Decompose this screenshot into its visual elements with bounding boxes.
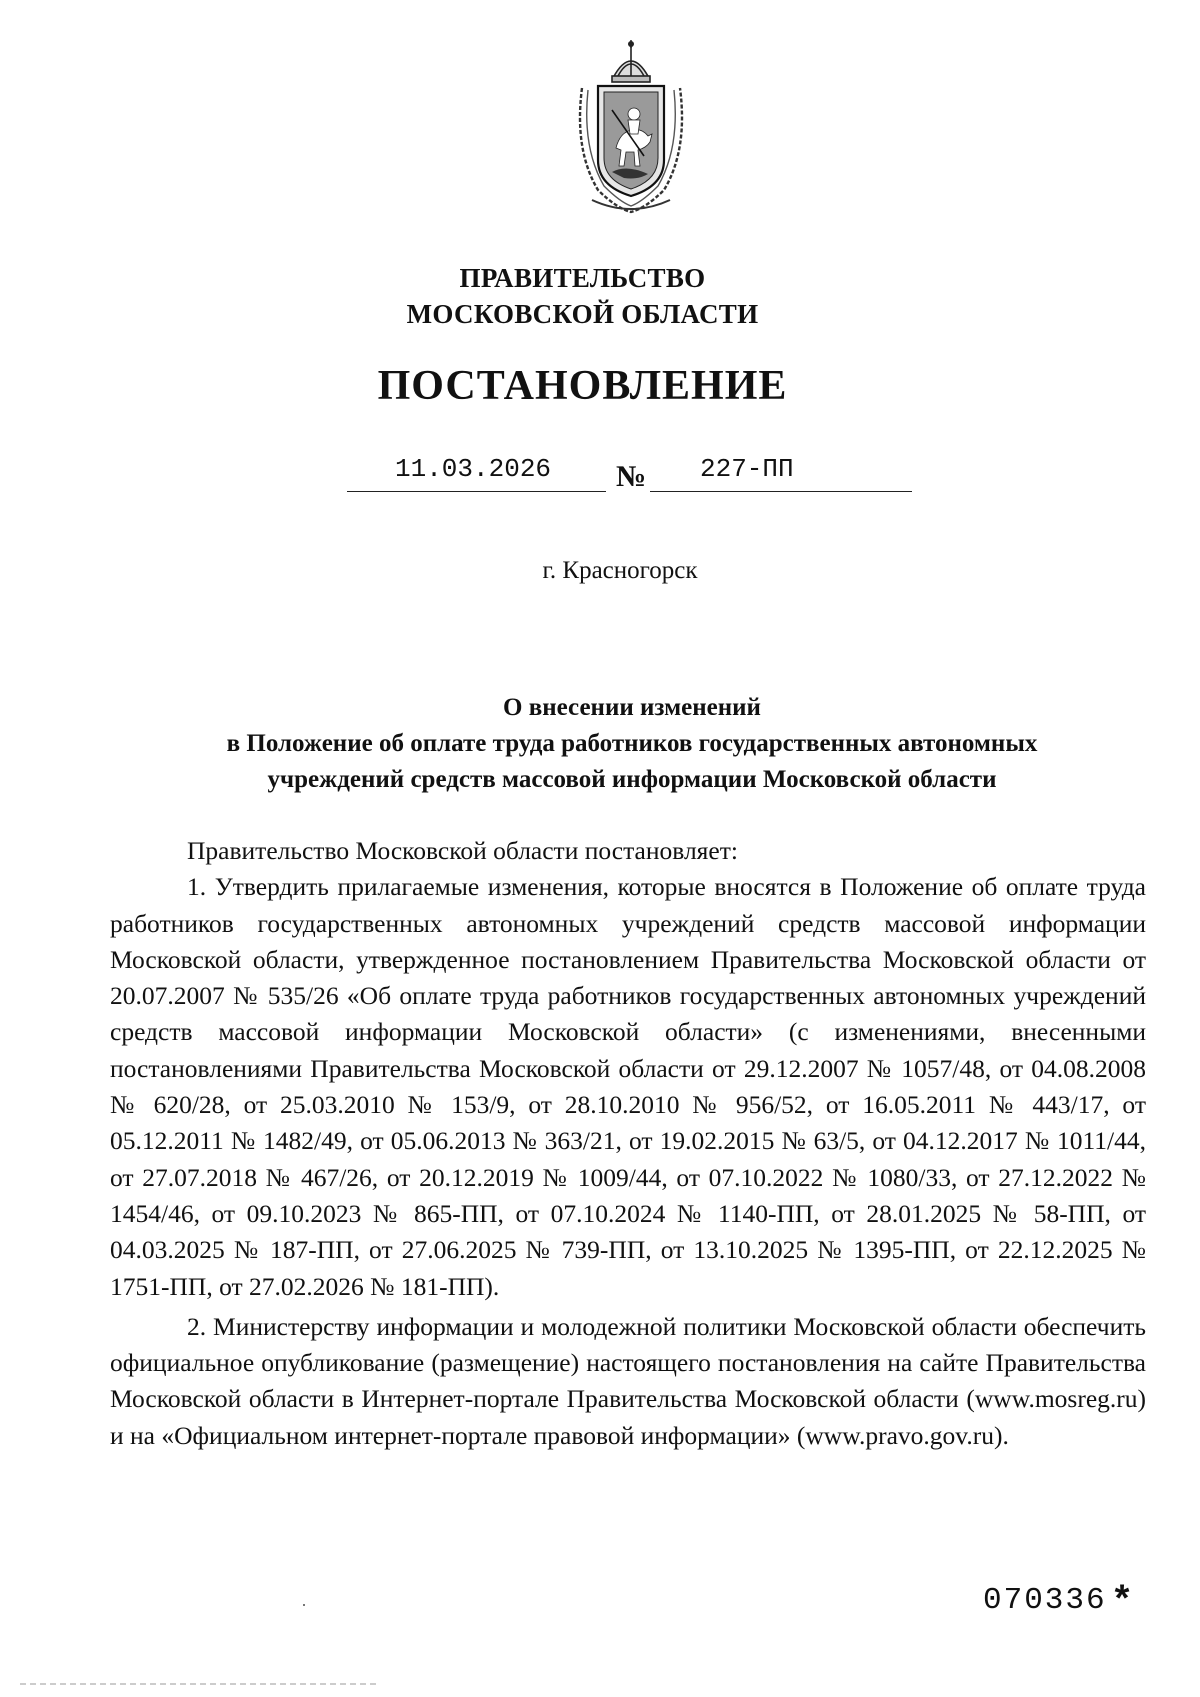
number-underline bbox=[650, 491, 912, 492]
title-line1: О внесении изменений bbox=[503, 694, 761, 721]
city-of-issue: г. Красногорск bbox=[542, 557, 698, 584]
scan-artifact-dot bbox=[303, 1604, 305, 1606]
body-item-2: 2. Министерству информации и молодежной политики Московской области обеспечить официальное опубликование (размещение) настоящего постановления на сайте Правительства Московской области в Интернет-портале Правительства Московской области (www.mosreg.ru) и на «Официальном интернет-портале правовой информации» (www.pravo.gov.ru). bbox=[110, 1311, 1146, 1450]
coat-of-arms-emblem bbox=[568, 40, 694, 216]
document-title bbox=[150, 690, 1114, 798]
date-underline bbox=[347, 491, 606, 492]
government-name-line2: МОСКОВСКОЙ ОБЛАСТИ bbox=[406, 299, 759, 329]
body-item-1: 1. Утвердить прилагаемые изменения, которые вносятся в Положение об оплате труда работников государственных автономных учреждений средств массовой информации Московской области, утвержденное постановлением Правительства Московской области от 20.07.2007 № 535/26 «Об оплате труда работников государственных автономных учреждений средств массовой информации Московской области» (с изменениями, внесенными постановлениями Правительства Московской области от 29.12.2007 № 1057/48, от 04.08.2008 № 620/28, от 25.03.2010 № 153/9, от 28.10.2010 № 956/52, от 16.05.2011 № 443/17, от 05.12.2011 № 1482/49, от 05.06.2013 № 363/21, от 19.02.2015 № 63/5, от 04.12.2017 № 1011/44, от 27.07.2018 № 467/26, от 20.12.2019 № 1009/44, от 07.10.2022 № 1080/33, от 27.12.2022 № 1454/46, от 09.10.2023 № 865-ПП, от 07.10.2024 № 1140-ПП, от 28.01.2025 № 58-ПП, от 04.03.2025 № 187-ПП, от 27.06.2025 № 739-ПП, от 13.10.2025 № 1395-ПП, от 22.12.2025 № 1751-ПП, от 27.02.2026 № 181-ПП). bbox=[110, 872, 1146, 1301]
body-lead-paragraph: Правительство Московской области постановляет: bbox=[187, 836, 738, 865]
title-line3: учреждений средств массовой информации Московской области bbox=[267, 766, 997, 793]
government-name-line1: ПРАВИТЕЛЬСТВО bbox=[459, 263, 706, 293]
document-serial-number bbox=[983, 1577, 1136, 1624]
number-sign: № bbox=[616, 460, 647, 493]
document-body bbox=[110, 833, 1146, 1454]
serial-digits: 070336 bbox=[983, 1583, 1107, 1618]
document-type-heading: ПОСТАНОВЛЕНИЕ bbox=[377, 363, 788, 409]
serial-star-mark: * bbox=[1110, 1581, 1136, 1624]
document-number: 227-ПП bbox=[700, 454, 794, 484]
title-line2: в Положение об оплате труда работников государственных автономных bbox=[226, 730, 1038, 757]
scan-artifact-strip bbox=[20, 1683, 380, 1685]
document-date: 11.03.2026 bbox=[395, 454, 552, 484]
